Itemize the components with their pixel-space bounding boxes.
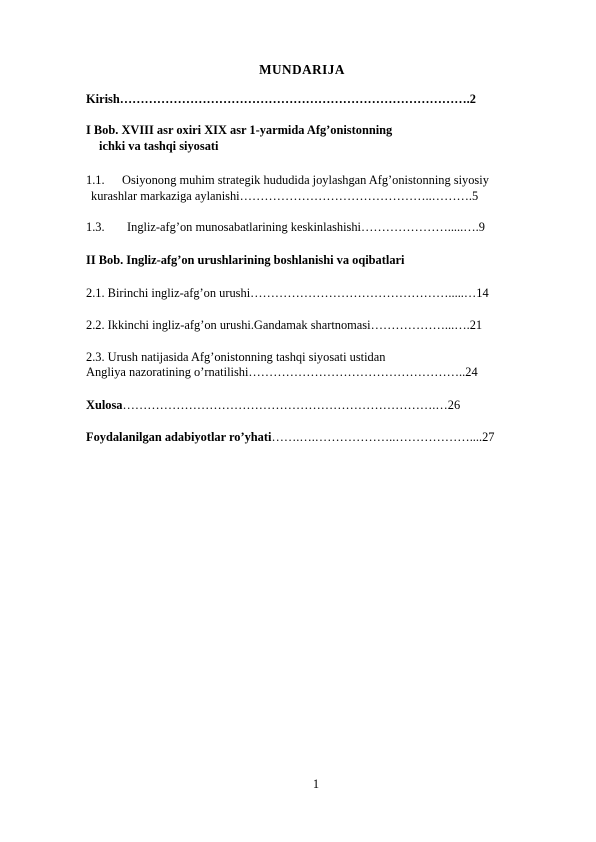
toc-entry-adabiyotlar xyxy=(86,430,494,445)
page-title: MUNDARIJA xyxy=(259,62,345,77)
toc-chapter-2: II Bob. Ingliz-afg’on urushlarining boshlanishi va oqibatlari xyxy=(86,253,405,267)
toc-entry-xulosa-leader: ………………………………………………………………….…26 xyxy=(122,398,461,412)
toc-entry-kirish: Kirish………………………………………………………………………….2 xyxy=(86,92,476,106)
toc-chapter-1-line1: I Bob. XVIII asr oxiri XIX asr 1-yarmida Afg’onistonning xyxy=(86,123,393,137)
toc-section-1-3-text: Ingliz-afg’on munosabatlarining keskinlashishi………………….....….9 xyxy=(127,220,485,234)
toc-section-1-3-number: 1.3. xyxy=(86,220,105,234)
toc-section-2-3-line1: 2.3. Urush natijasida Afg’onistonning tashqi siyosati ustidan xyxy=(86,350,386,364)
page-number: 1 xyxy=(312,777,320,791)
toc-section-1-1-number: 1.1. xyxy=(86,173,105,187)
toc-section-2-3-line2: Angliya nazoratining o’rnatilishi……………………………………………..24 xyxy=(86,365,478,379)
toc-section-1-1-line1: Osiyonong muhim strategik hududida joylashgan Afg’onistonning siyosiy xyxy=(122,173,489,187)
toc-entry-adabiyotlar-label: Foydalanilgan adabiyotlar ro’yhati xyxy=(86,430,272,444)
toc-entry-adabiyotlar-leader: …….….………………..………………....27 xyxy=(271,430,495,444)
toc-entry-xulosa-label: Xulosa xyxy=(86,398,123,412)
toc-section-2-2: 2.2. Ikkinchi ingliz-afg’on urushi.Gandamak shartnomasi………………...….21 xyxy=(86,318,483,332)
toc-section-1-1-line2: kurashlar markaziga aylanishi………………………………………..……….5 xyxy=(91,189,479,203)
toc-entry-xulosa xyxy=(86,398,460,413)
toc-chapter-1-line2: ichki va tashqi siyosati xyxy=(99,139,219,153)
toc-section-2-1: 2.1. Birinchi ingliz-afg’on urushi………………………………………….....…14 xyxy=(86,286,489,300)
